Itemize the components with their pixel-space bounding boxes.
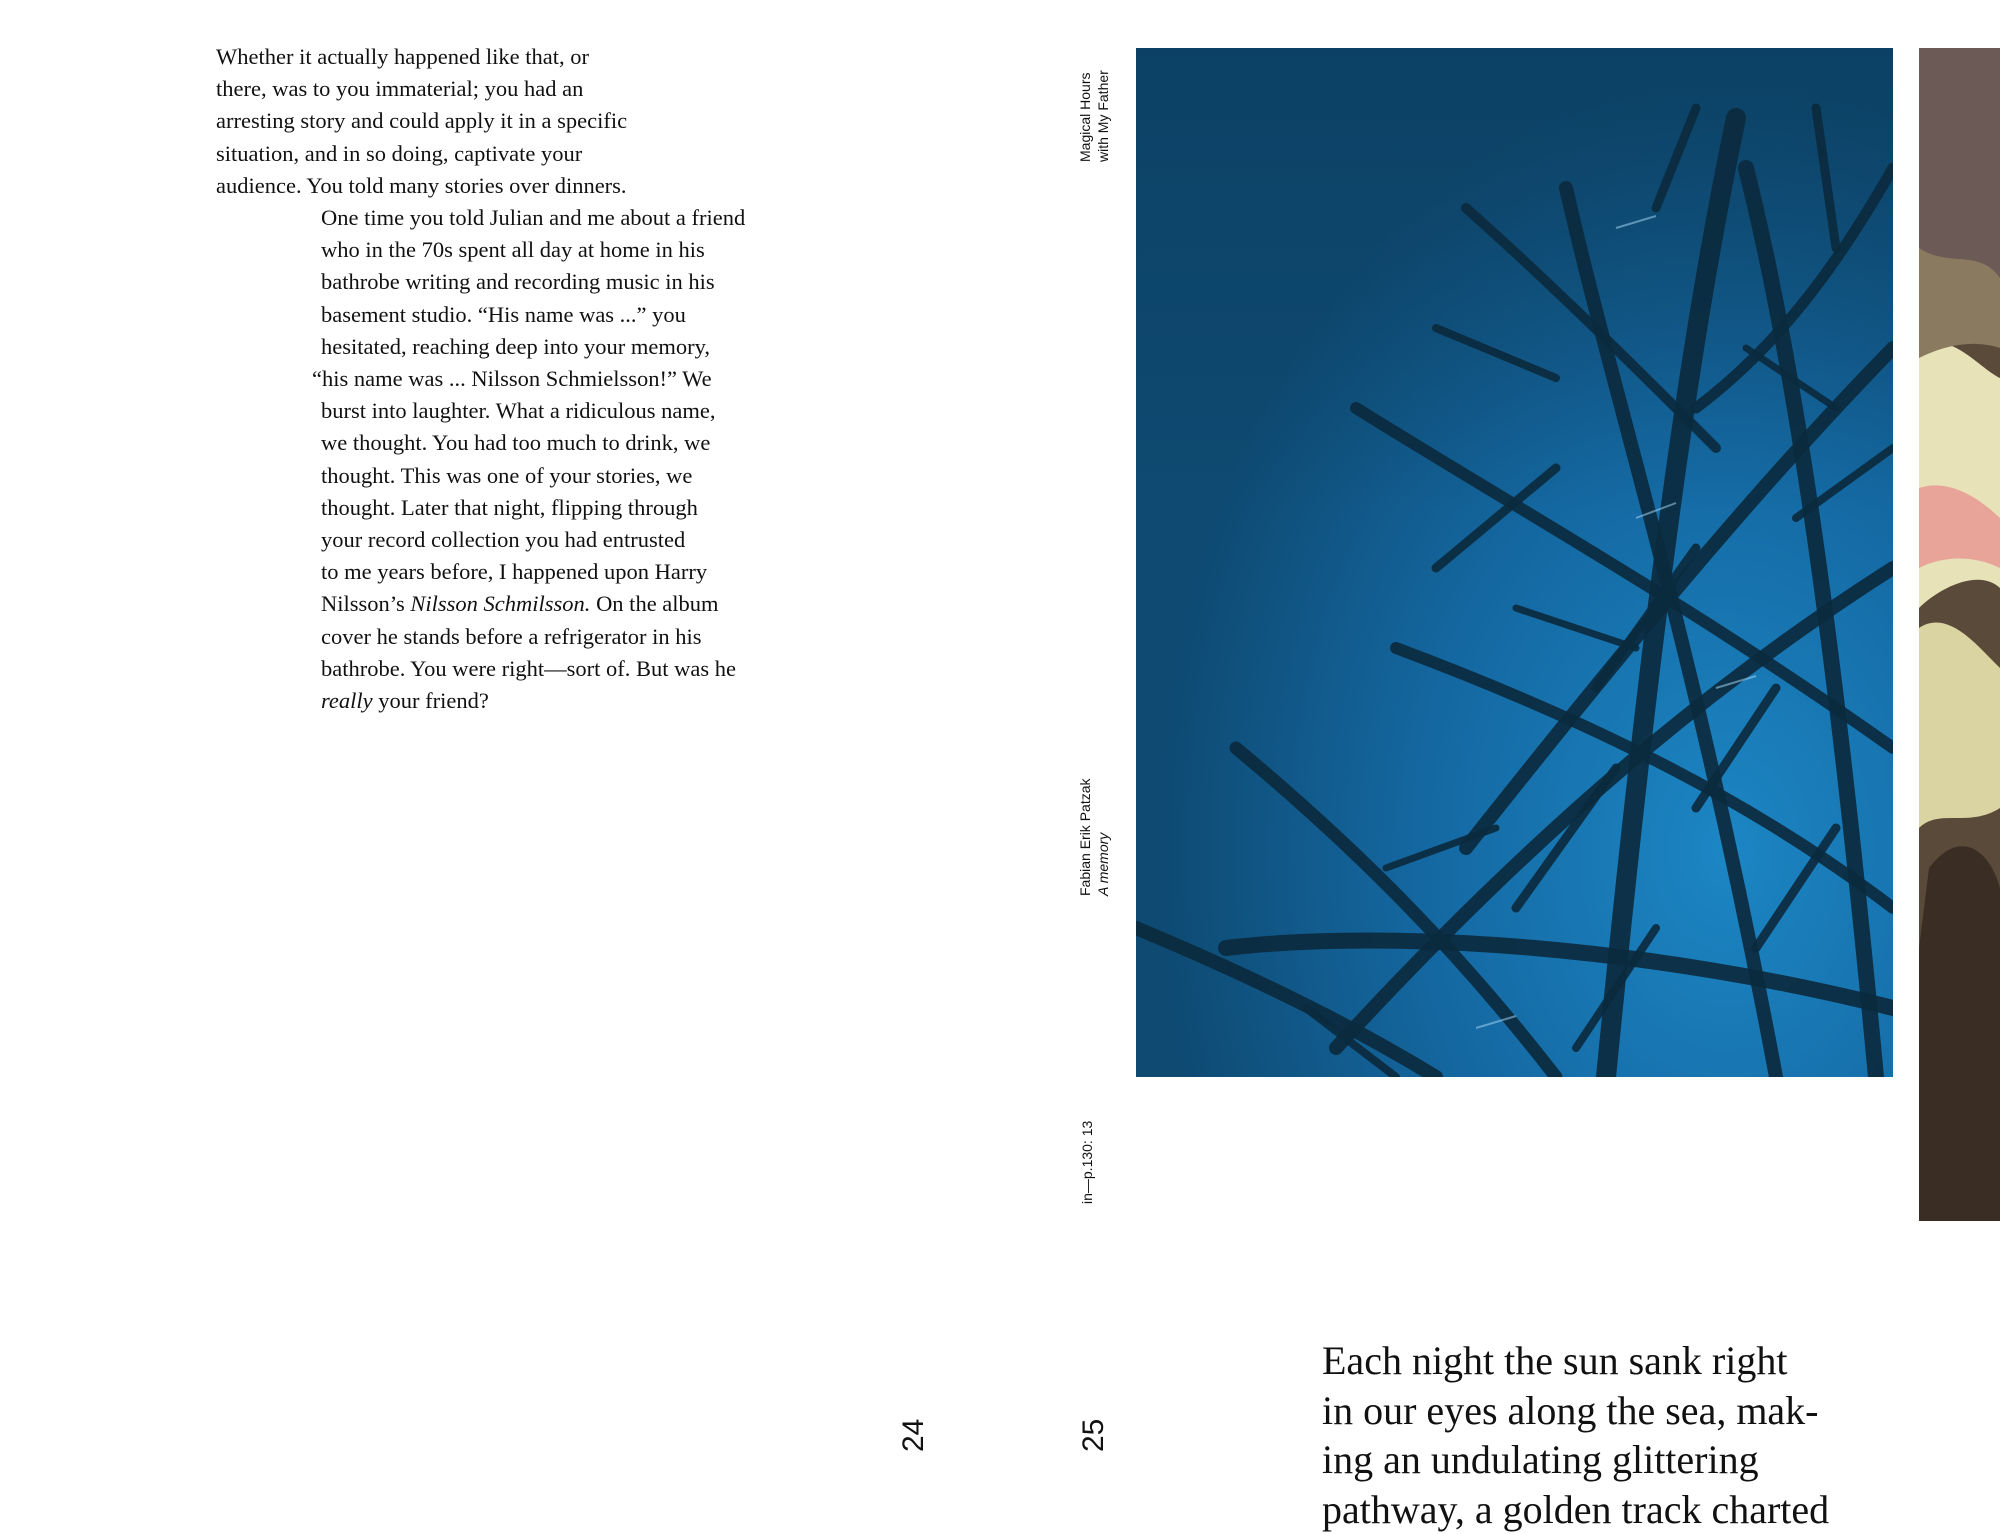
- body-paragraph-1: [216, 41, 776, 202]
- text-fragment: your friend?: [373, 688, 489, 713]
- body-paragraph-2: [321, 202, 791, 717]
- left-page: [0, 0, 1000, 1512]
- edge-painting-image: [1919, 48, 2000, 1221]
- pull-text-line: ing an undulating glittering: [1322, 1435, 1942, 1485]
- final-line: [321, 685, 791, 717]
- text-fragment: Nilsson’s: [321, 591, 410, 616]
- text-line: cover he stands before a refrigerator in his: [321, 621, 791, 653]
- text-fragment: On the album: [590, 591, 718, 616]
- text-line: there, was to you immaterial; you had an: [216, 73, 776, 105]
- text-line: arresting story and could apply it in a specific: [216, 105, 776, 137]
- text-line: thought. Later that night, flipping through: [321, 492, 791, 524]
- text-line: we thought. You had too much to drink, we: [321, 427, 791, 459]
- text-line: burst into laughter. What a ridiculous name,: [321, 395, 791, 427]
- page-number-right: 25: [1077, 1419, 1111, 1452]
- text-line: bathrobe. You were right—sort of. But was he: [321, 653, 791, 685]
- page-number-left: 24: [897, 1419, 931, 1452]
- text-line: “his name was ... Nilsson Schmielsson!” We: [312, 363, 791, 395]
- running-head: [1076, 70, 1112, 162]
- text-line: bathrobe writing and recording music in his: [321, 266, 791, 298]
- running-author: [1076, 779, 1112, 897]
- text-line: basement studio. “His name was ...” you: [321, 299, 791, 331]
- pull-text-line: pathway, a golden track charted: [1322, 1485, 1942, 1534]
- running-head-subtitle: with My Father: [1094, 70, 1112, 162]
- text-line: hesitated, reaching deep into your memory,: [321, 331, 791, 363]
- text-line: audience. You told many stories over dinners.: [216, 170, 776, 202]
- text-line: who in the 70s spent all day at home in his: [321, 234, 791, 266]
- text-line: to me years before, I happened upon Harry: [321, 556, 791, 588]
- emphasis-word: really: [321, 688, 373, 713]
- blue-branches-image: [1136, 48, 1893, 1077]
- album-title: Nilsson Schmilsson.: [410, 591, 590, 616]
- running-head-title: Magical Hours: [1077, 73, 1093, 162]
- author-name: Fabian Erik Patzak: [1077, 779, 1093, 897]
- pull-text-excerpt: [1322, 1336, 1942, 1534]
- pull-text-line: in our eyes along the sea, mak-: [1322, 1386, 1942, 1436]
- text-line: thought. This was one of your stories, we: [321, 460, 791, 492]
- folio-code: in—p.130: 13: [1078, 1121, 1096, 1204]
- text-line: your record collection you had entrusted: [321, 524, 791, 556]
- edge-painting-artwork: [1919, 48, 2000, 1221]
- album-title-line: [321, 588, 791, 620]
- section-label: A memory: [1094, 779, 1112, 897]
- text-line: situation, and in so doing, captivate your: [216, 138, 776, 170]
- blue-branches-artwork: [1136, 48, 1893, 1077]
- text-line: One time you told Julian and me about a friend: [321, 202, 791, 234]
- pull-text-line: Each night the sun sank right: [1322, 1336, 1942, 1386]
- text-line: Whether it actually happened like that, or: [216, 41, 776, 73]
